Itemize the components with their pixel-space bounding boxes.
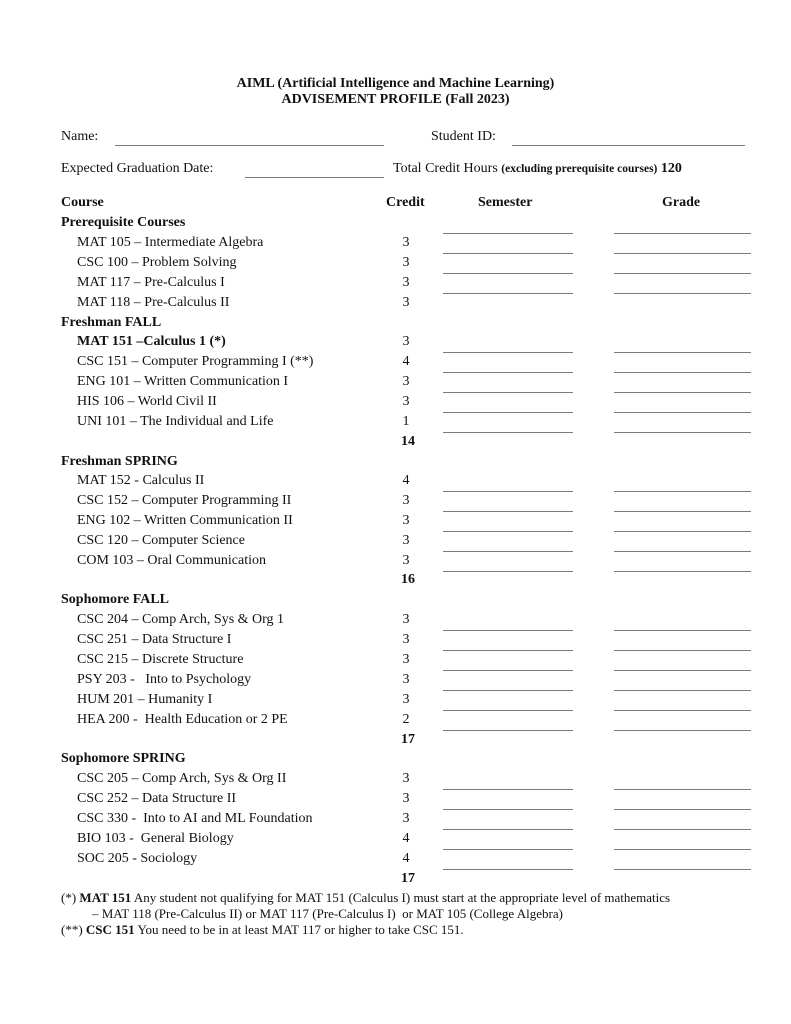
- course-name: HUM 201 – Humanity I: [77, 692, 213, 707]
- course-row: [0, 511, 791, 531]
- course-row: [0, 789, 791, 809]
- course-credit: 3: [402, 295, 410, 310]
- course-credit: 3: [402, 275, 410, 290]
- course-row: [0, 551, 791, 571]
- total-credit-hours: [393, 161, 682, 177]
- course-credit: 3: [402, 811, 410, 826]
- section-title-prerequisite: Prerequisite Courses: [61, 215, 186, 230]
- course-row: [0, 412, 791, 432]
- section-total-freshman-fall: 14: [401, 434, 415, 449]
- footnote-course: CSC 151: [85, 922, 135, 937]
- document-title-line1: AIML (Artificial Intelligence and Machine Learning): [236, 76, 555, 91]
- footnote-text: You need to be in at least MAT 117 or higher to take CSC 151.: [137, 922, 464, 937]
- footnote-csc151: [61, 922, 464, 938]
- course-row: [0, 233, 791, 253]
- course-name: HIS 106 – World Civil II: [77, 394, 217, 409]
- course-credit: 4: [402, 473, 410, 488]
- course-credit: 1: [402, 414, 410, 429]
- course-name: CSC 204 – Comp Arch, Sys & Org 1: [77, 612, 285, 627]
- course-credit: 3: [402, 672, 410, 687]
- course-row: [0, 392, 791, 412]
- course-credit: 3: [402, 771, 410, 786]
- grad-date-label: Expected Graduation Date:: [61, 161, 214, 176]
- course-row: [0, 273, 791, 293]
- course-name: MAT 151 –Calculus 1 (*): [77, 334, 226, 349]
- course-row: [0, 471, 791, 491]
- course-row: [0, 253, 791, 273]
- column-header-course: Course: [61, 195, 104, 210]
- course-credit: 3: [402, 612, 410, 627]
- section-title-freshman-spring: Freshman SPRING: [61, 454, 178, 469]
- course-credit: 2: [402, 712, 410, 727]
- total-credit-value: 120: [660, 161, 682, 176]
- grade-field[interactable]: [614, 730, 751, 731]
- course-name: CSC 330 - Into to AI and ML Foundation: [77, 811, 313, 826]
- prereq-line-row: [0, 213, 791, 233]
- course-credit: 3: [402, 235, 410, 250]
- course-credit: 4: [402, 831, 410, 846]
- course-name: UNI 101 – The Individual and Life: [77, 414, 274, 429]
- course-credit: 3: [402, 692, 410, 707]
- course-credit: 3: [402, 334, 410, 349]
- section-title-freshman-fall: Freshman FALL: [61, 315, 162, 330]
- course-name: CSC 252 – Data Structure II: [77, 791, 237, 806]
- course-row: [0, 531, 791, 551]
- semester-field[interactable]: [443, 730, 573, 731]
- name-label: Name:: [61, 129, 99, 144]
- course-row: [0, 670, 791, 690]
- course-credit: 3: [402, 632, 410, 647]
- section-total-sophomore-spring: 17: [401, 871, 415, 886]
- course-name: HEA 200 - Health Education or 2 PE: [77, 712, 288, 727]
- course-name: PSY 203 - Into to Psychology: [77, 672, 252, 687]
- course-row: [0, 293, 791, 313]
- footnote-text: Any student not qualifying for MAT 151 (Calculus I) must start at the appropriate level of mathematics: [133, 890, 671, 905]
- semester-field[interactable]: [443, 432, 573, 433]
- total-credit-note: (excluding prerequisite courses): [501, 163, 658, 175]
- course-credit: 4: [402, 354, 410, 369]
- footnote-mat151-continued: – MAT 118 (Pre-Calculus II) or MAT 117 (Pre-Calculus I) or MAT 105 (College Algebra): [92, 906, 563, 921]
- total-credit-label: Total Credit Hours: [393, 161, 498, 176]
- course-credit: 3: [402, 791, 410, 806]
- course-credit: 3: [402, 513, 410, 528]
- course-credit: 4: [402, 851, 410, 866]
- course-row: [0, 809, 791, 829]
- course-row: [0, 630, 791, 650]
- column-header-grade: Grade: [662, 195, 701, 210]
- student-id-field[interactable]: [512, 145, 745, 146]
- course-name: CSC 151 – Computer Programming I (**): [77, 354, 314, 369]
- course-credit: 3: [402, 493, 410, 508]
- course-name: CSC 100 – Problem Solving: [77, 255, 237, 270]
- course-name: CSC 215 – Discrete Structure: [77, 652, 244, 667]
- course-credit: 3: [402, 533, 410, 548]
- section-total-sophomore-fall: 17: [401, 732, 415, 747]
- course-row: [0, 372, 791, 392]
- course-name: ENG 102 – Written Communication II: [77, 513, 293, 528]
- course-name: CSC 152 – Computer Programming II: [77, 493, 292, 508]
- course-name: MAT 117 – Pre-Calculus I: [77, 275, 225, 290]
- course-row: [0, 491, 791, 511]
- course-name: CSC 251 – Data Structure I: [77, 632, 232, 647]
- grade-field[interactable]: [614, 432, 751, 433]
- course-row: [0, 610, 791, 630]
- course-row: [0, 650, 791, 670]
- grade-field[interactable]: [614, 571, 751, 572]
- document-title-line2: ADVISEMENT PROFILE (Fall 2023): [281, 92, 510, 107]
- course-name: CSC 205 – Comp Arch, Sys & Org II: [77, 771, 287, 786]
- course-name: CSC 120 – Computer Science: [77, 533, 245, 548]
- course-row: [0, 769, 791, 789]
- course-credit: 3: [402, 255, 410, 270]
- course-name: ENG 101 – Written Communication I: [77, 374, 289, 389]
- course-row: [0, 332, 791, 352]
- section-title-sophomore-spring: Sophomore SPRING: [61, 751, 186, 766]
- course-name: MAT 152 - Calculus II: [77, 473, 205, 488]
- name-field[interactable]: [115, 145, 384, 146]
- course-credit: 3: [402, 652, 410, 667]
- course-row: [0, 710, 791, 730]
- column-header-semester: Semester: [478, 195, 533, 210]
- column-header-credit: Credit: [386, 195, 425, 210]
- course-name: SOC 205 - Sociology: [77, 851, 198, 866]
- course-name: MAT 118 – Pre-Calculus II: [77, 295, 230, 310]
- course-credit: 3: [402, 374, 410, 389]
- course-name: MAT 105 – Intermediate Algebra: [77, 235, 264, 250]
- course-row: [0, 849, 791, 869]
- footnote-course: MAT 151: [79, 890, 132, 905]
- course-row: [0, 690, 791, 710]
- course-name: COM 103 – Oral Communication: [77, 553, 266, 568]
- course-credit: 3: [402, 553, 410, 568]
- footnote-marker: (*): [61, 890, 77, 905]
- course-name: BIO 103 - General Biology: [77, 831, 234, 846]
- student-id-label: Student ID:: [431, 129, 496, 144]
- course-row: [0, 352, 791, 372]
- section-total-freshman-spring: 16: [401, 572, 415, 587]
- grad-date-field[interactable]: [245, 177, 384, 178]
- course-row: [0, 829, 791, 849]
- semester-field[interactable]: [443, 869, 573, 870]
- semester-field[interactable]: [443, 571, 573, 572]
- grade-field[interactable]: [614, 869, 751, 870]
- course-credit: 3: [402, 394, 410, 409]
- footnote-marker: (**): [61, 922, 83, 937]
- section-title-sophomore-fall: Sophomore FALL: [61, 592, 169, 607]
- footnote-mat151: [61, 890, 670, 906]
